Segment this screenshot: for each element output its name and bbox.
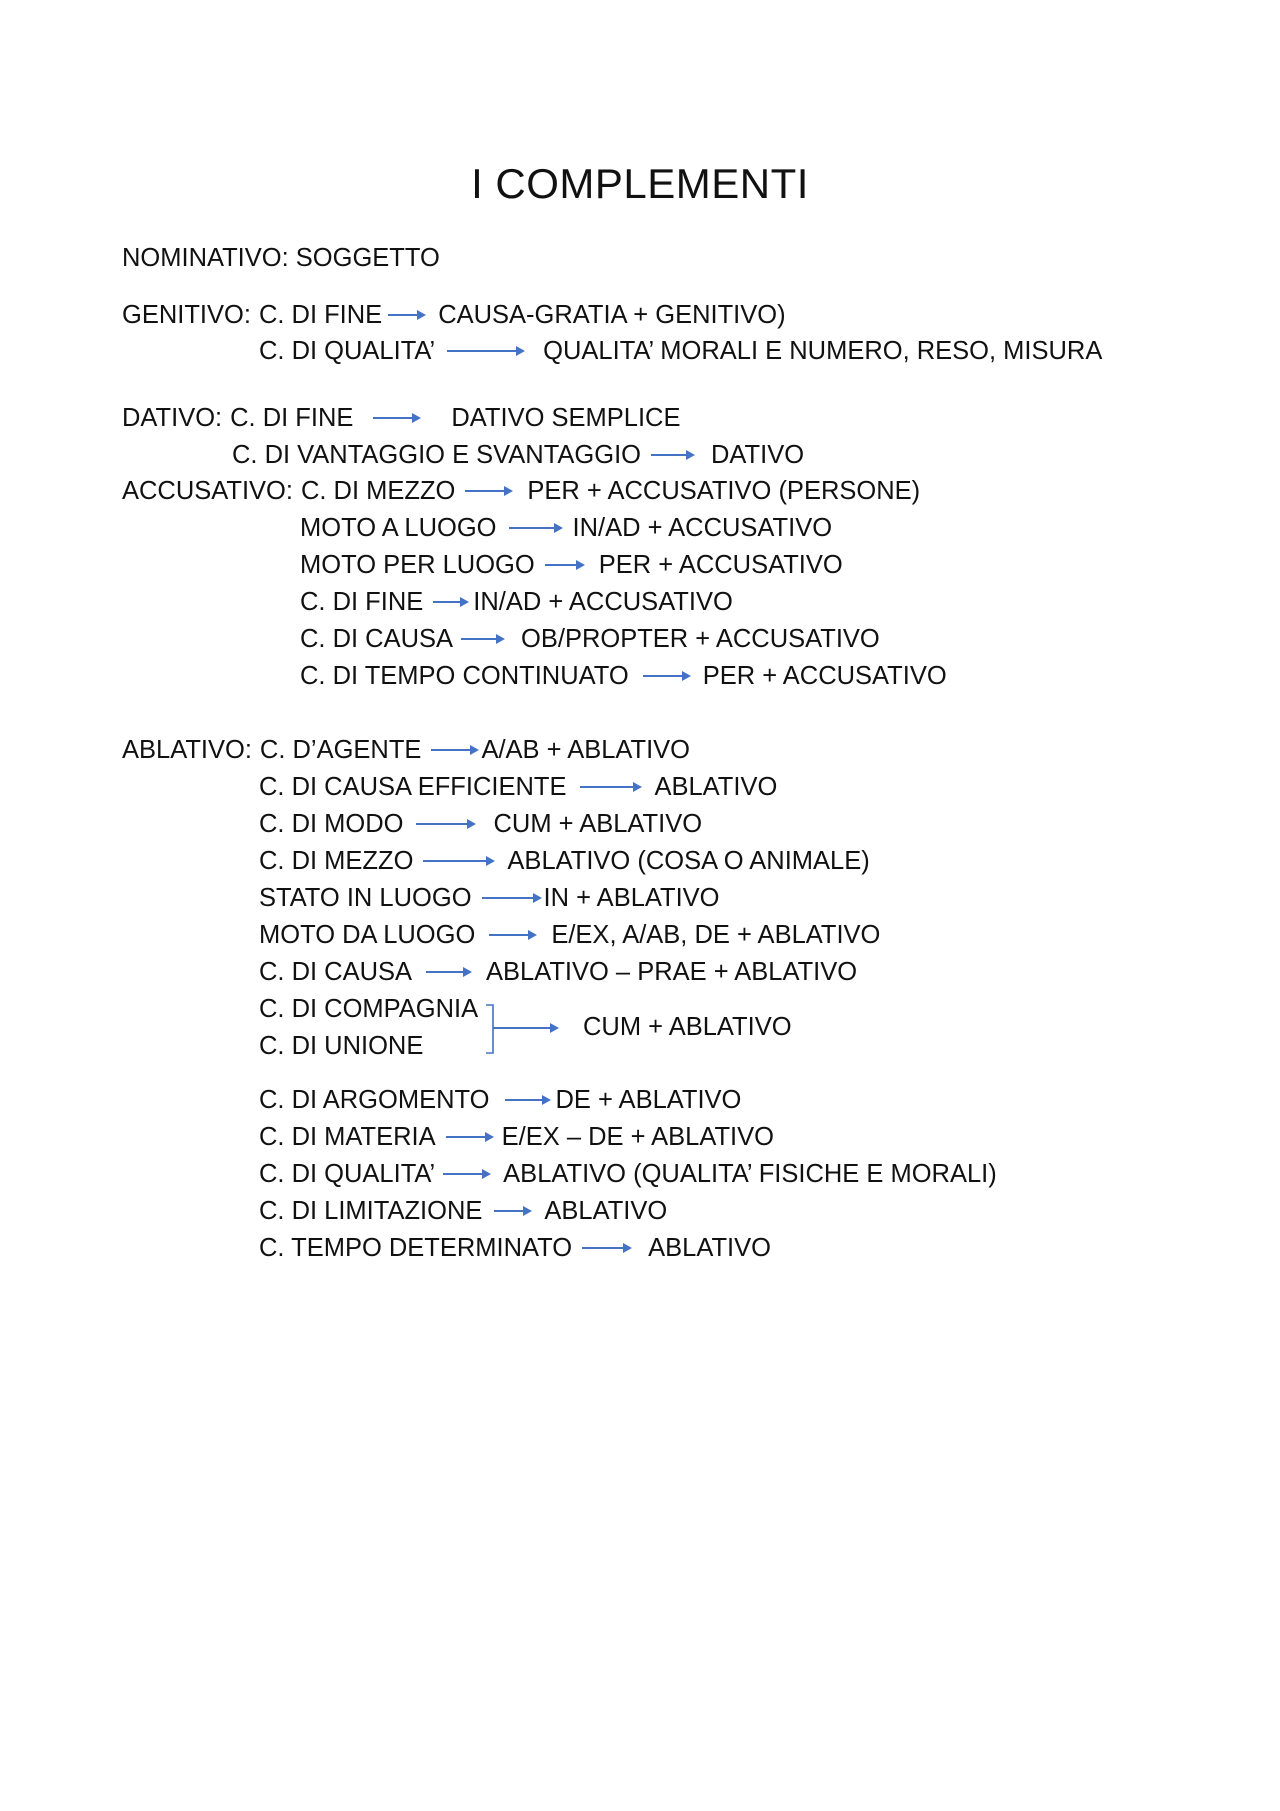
arrow-right-icon bbox=[416, 817, 476, 831]
complement-label: C. DI FINE bbox=[300, 588, 424, 616]
construction-label: ABLATIVO bbox=[648, 1234, 771, 1262]
construction-label: CUM + ABLATIVO bbox=[493, 810, 703, 838]
complement-label: C. DI CAUSA EFFICIENTE bbox=[259, 773, 567, 801]
arrow-right-icon bbox=[423, 854, 495, 868]
accusativo-line-6 bbox=[300, 659, 947, 693]
ablativo-line-3 bbox=[259, 807, 702, 841]
complement-label-unione: C. DI UNIONE bbox=[259, 1032, 424, 1060]
construction-label: CAUSA-GRATIA + GENITIVO) bbox=[438, 301, 786, 329]
case-label-accusativo: ACCUSATIVO: bbox=[122, 477, 293, 505]
construction-label: DE + ABLATIVO bbox=[555, 1086, 742, 1114]
ablativo-line-10 bbox=[259, 1157, 997, 1191]
construction-label: IN + ABLATIVO bbox=[543, 884, 720, 912]
arrow-right-icon bbox=[493, 1021, 559, 1035]
page-title: I COMPLEMENTI bbox=[471, 160, 809, 207]
compagnia-unione-group bbox=[259, 992, 859, 1072]
construction-label: ABLATIVO (QUALITA’ FISICHE E MORALI) bbox=[503, 1160, 997, 1188]
case-label-dativo: DATIVO: bbox=[122, 404, 223, 432]
case-label-ablativo: ABLATIVO: bbox=[122, 736, 252, 764]
complement-label: C. DI MODO bbox=[259, 810, 404, 838]
complement-label: C. DI ARGOMENTO bbox=[259, 1086, 490, 1114]
construction-label: ABLATIVO bbox=[654, 773, 778, 801]
construction-label: ABLATIVO (COSA O ANIMALE) bbox=[507, 847, 870, 875]
ablativo-line-7 bbox=[259, 955, 857, 989]
complement-label: C. DI TEMPO CONTINUATO bbox=[300, 662, 629, 690]
complement-label: MOTO A LUOGO bbox=[300, 514, 497, 542]
arrow-right-icon bbox=[509, 521, 563, 535]
construction-label: PER + ACCUSATIVO bbox=[702, 662, 947, 690]
construction-label: DATIVO SEMPLICE bbox=[451, 404, 681, 432]
dativo-line-1 bbox=[122, 401, 680, 435]
ablativo-line-6 bbox=[259, 918, 880, 952]
construction-label: ABLATIVO bbox=[544, 1197, 668, 1225]
ablativo-line-2 bbox=[259, 770, 777, 804]
construction-label: DATIVO bbox=[711, 441, 805, 469]
complement-label: MOTO DA LUOGO bbox=[259, 921, 476, 949]
arrow-right-icon bbox=[443, 1167, 491, 1181]
construction-label: ABLATIVO – PRAE + ABLATIVO bbox=[486, 958, 858, 986]
complement-label: MOTO PER LUOGO bbox=[300, 551, 535, 579]
complement-label: C. DI LIMITAZIONE bbox=[259, 1197, 483, 1225]
arrow-right-icon bbox=[505, 1093, 551, 1107]
ablativo-line-12 bbox=[259, 1231, 771, 1265]
complement-label: C. DI MATERIA bbox=[259, 1123, 436, 1151]
case-label-genitivo: GENITIVO: bbox=[122, 301, 251, 329]
complement-label: C. DI FINE bbox=[258, 301, 383, 329]
arrow-right-icon bbox=[433, 595, 469, 609]
accusativo-line-3 bbox=[300, 548, 843, 582]
accusativo-line-4 bbox=[300, 585, 733, 619]
complement-label: C. DI QUALITA’ bbox=[259, 337, 436, 365]
nominativo-line bbox=[122, 241, 440, 275]
arrow-right-icon bbox=[494, 1204, 532, 1218]
arrow-right-icon bbox=[461, 632, 505, 646]
construction-label: QUALITA’ MORALI E NUMERO, RESO, MISURA bbox=[543, 337, 1103, 365]
arrow-right-icon bbox=[465, 484, 513, 498]
construction-label: OB/PROPTER + ACCUSATIVO bbox=[521, 625, 880, 653]
nominativo-label: NOMINATIVO: SOGGETTO bbox=[122, 244, 440, 272]
arrow-right-icon bbox=[431, 743, 479, 757]
complement-label: C. TEMPO DETERMINATO bbox=[259, 1234, 573, 1262]
ablativo-line-1 bbox=[122, 733, 690, 767]
arrow-right-icon bbox=[651, 448, 695, 462]
construction-label: A/AB + ABLATIVO bbox=[481, 736, 691, 764]
genitivo-line-2 bbox=[259, 334, 1102, 368]
arrow-right-icon bbox=[447, 344, 525, 358]
construction-label: PER + ACCUSATIVO (PERSONE) bbox=[527, 477, 921, 505]
complement-label: C. DI MEZZO bbox=[300, 477, 456, 505]
construction-label: E/EX, A/AB, DE + ABLATIVO bbox=[551, 921, 881, 949]
arrow-right-icon bbox=[373, 411, 421, 425]
complement-label: C. DI MEZZO bbox=[259, 847, 414, 875]
complement-label: C. D’AGENTE bbox=[259, 736, 422, 764]
accusativo-line-5 bbox=[300, 622, 880, 656]
arrow-right-icon bbox=[388, 308, 426, 322]
complement-label: C. DI FINE bbox=[230, 404, 354, 432]
construction-label: CUM + ABLATIVO bbox=[583, 1013, 792, 1041]
ablativo-line-11 bbox=[259, 1194, 667, 1228]
arrow-right-icon bbox=[545, 558, 585, 572]
ablativo-line-4 bbox=[259, 844, 870, 878]
construction-label: E/EX – DE + ABLATIVO bbox=[501, 1123, 774, 1151]
accusativo-line-2 bbox=[300, 511, 832, 545]
arrow-right-icon bbox=[643, 669, 691, 683]
complement-label: C. DI QUALITA’ bbox=[259, 1160, 436, 1188]
complement-label: C. DI VANTAGGIO E SVANTAGGIO bbox=[232, 441, 641, 469]
arrow-right-icon bbox=[582, 1241, 632, 1255]
arrow-right-icon bbox=[489, 928, 537, 942]
ablativo-line-9 bbox=[259, 1120, 774, 1154]
dativo-line-2 bbox=[232, 438, 804, 472]
construction-label: IN/AD + ACCUSATIVO bbox=[572, 514, 833, 542]
construction-label: PER + ACCUSATIVO bbox=[598, 551, 843, 579]
construction-label: IN/AD + ACCUSATIVO bbox=[473, 588, 733, 616]
ablativo-line-8 bbox=[259, 1083, 741, 1117]
arrow-right-icon bbox=[482, 891, 542, 905]
accusativo-line-1 bbox=[122, 474, 920, 508]
arrow-right-icon bbox=[426, 965, 472, 979]
arrow-right-icon bbox=[580, 780, 642, 794]
complement-label-compagnia: C. DI COMPAGNIA bbox=[259, 995, 479, 1023]
complement-label: C. DI CAUSA bbox=[259, 958, 413, 986]
complement-label: C. DI CAUSA bbox=[300, 625, 454, 653]
arrow-right-icon bbox=[446, 1130, 494, 1144]
genitivo-line-1 bbox=[122, 298, 786, 332]
complement-label: STATO IN LUOGO bbox=[259, 884, 472, 912]
ablativo-line-5 bbox=[259, 881, 720, 915]
